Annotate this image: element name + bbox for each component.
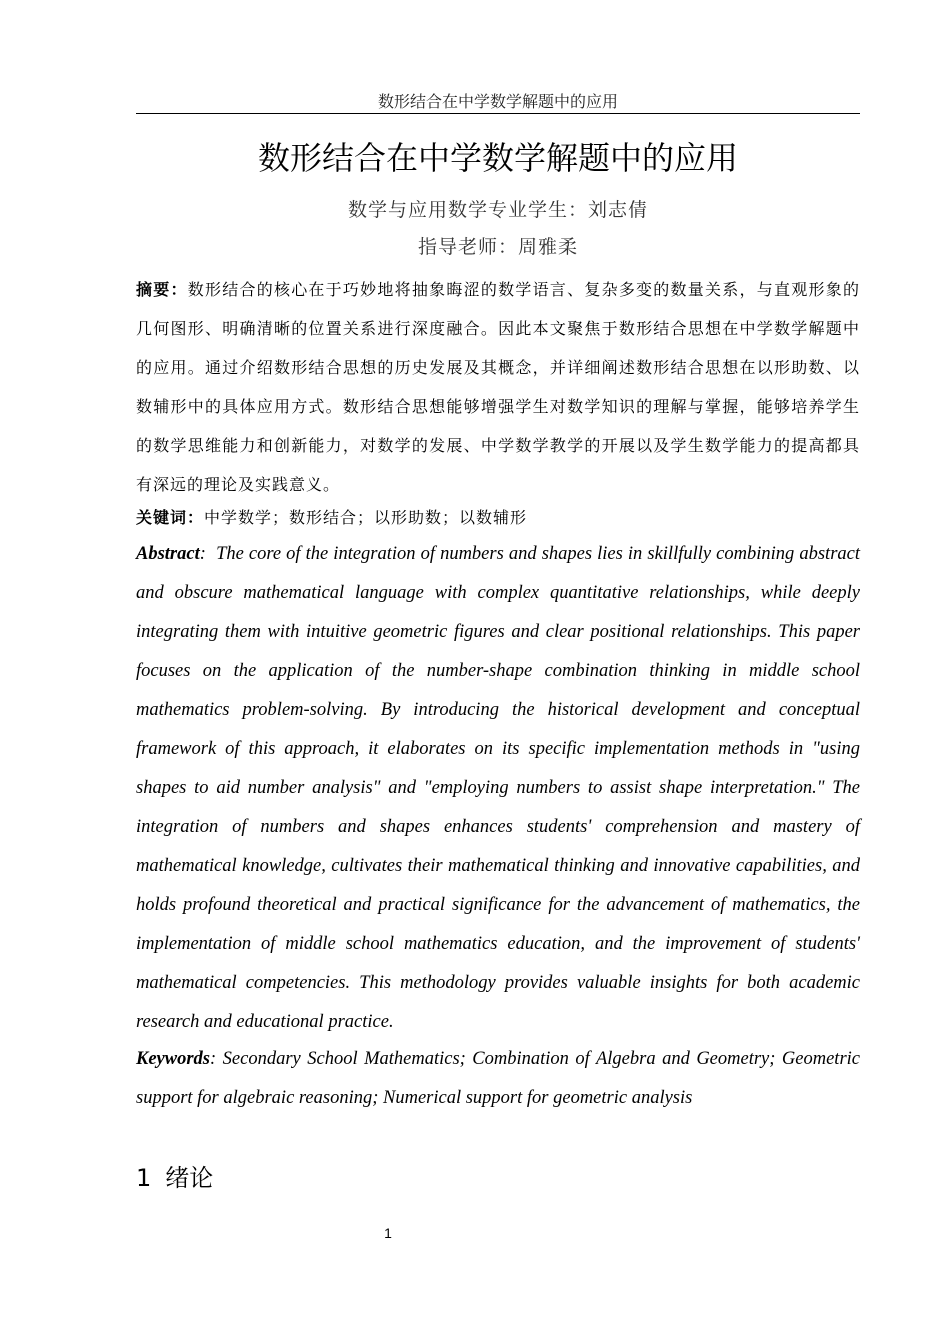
english-abstract-separator: : — [199, 544, 206, 564]
chinese-abstract-text: 数形结合的核心在于巧妙地将抽象晦涩的数学语言、复杂多变的数量关系，与直观形象的几何图形、明确清晰的位置关系进行深度融合。因此本文聚焦于数形结合思想在中学数学解题中的应用。通过介绍数形结合思想的历史发展及其概念，并详细阐述数形结合思想在以形助数、以数辅形中的具体应用方式。数形结合思想能够增强学生对数学知识的理解与掌握，能够培养学生的数学思维能力和创新能力，对数学的发展、中学数学教学的开展以及学生数学能力的提高都具有深远的理论及实践意义。 — [136, 280, 860, 494]
english-keywords-separator: : — [210, 1049, 217, 1069]
english-keywords-text: Secondary School Mathematics; Combination of Algebra and Geometry; Geometric support for algebraic reasoning; Numerical support for geometric analysis — [136, 1049, 860, 1108]
english-abstract — [136, 535, 865, 1042]
english-abstract-label: Abstract — [136, 544, 200, 564]
english-abstract-text: The core of the integration of numbers and shapes lies in skillfully combining abstract and obscure mathematical language with complex quantitative relationships, while deeply integrating them with intuitive geometric figures and clear positional relationships. This paper focuses on the application of the number-shape combination thinking in middle school mathematics problem-solving. By introducing the historical development and conceptual framework of this approach, it elaborates on its specific implementation methods in "using shapes to aid number analysis" and "employing numbers to assist shape interpretation." The integration of numbers and shapes enhances students' comprehension and mastery of mathematical knowledge, cultivates their mathematical thinking and innovative capabilities, and holds profound theoretical and practical significance for the advancement of mathematics, the implementation of middle school mathematics education, and the improvement of students' mathematical competencies. This methodology provides valuable insights for both academic research and educational practice. — [136, 544, 865, 1032]
paper-title: 数形结合在中学数学解题中的应用 — [257, 139, 738, 177]
running-header: 数形结合在中学数学解题中的应用 — [377, 92, 618, 111]
chinese-keywords — [136, 504, 860, 532]
chinese-abstract — [136, 270, 860, 504]
page-number: 1 — [384, 1225, 392, 1241]
author-line: 数学与应用数学专业学生：刘志倩 — [347, 199, 648, 221]
section-number: 1 — [136, 1164, 152, 1192]
advisor-line: 指导老师：周雅柔 — [417, 236, 578, 258]
header-rule — [136, 113, 860, 114]
english-keywords-label: Keywords — [136, 1049, 210, 1069]
chinese-keywords-label: 关键词： — [136, 508, 205, 527]
section-heading — [136, 1160, 213, 1196]
english-keywords — [136, 1040, 860, 1118]
chinese-keywords-text: 中学数学；数形结合；以形助数；以数辅形 — [204, 508, 528, 527]
chinese-abstract-label: 摘要： — [136, 280, 188, 299]
section-title: 绪论 — [165, 1164, 214, 1192]
